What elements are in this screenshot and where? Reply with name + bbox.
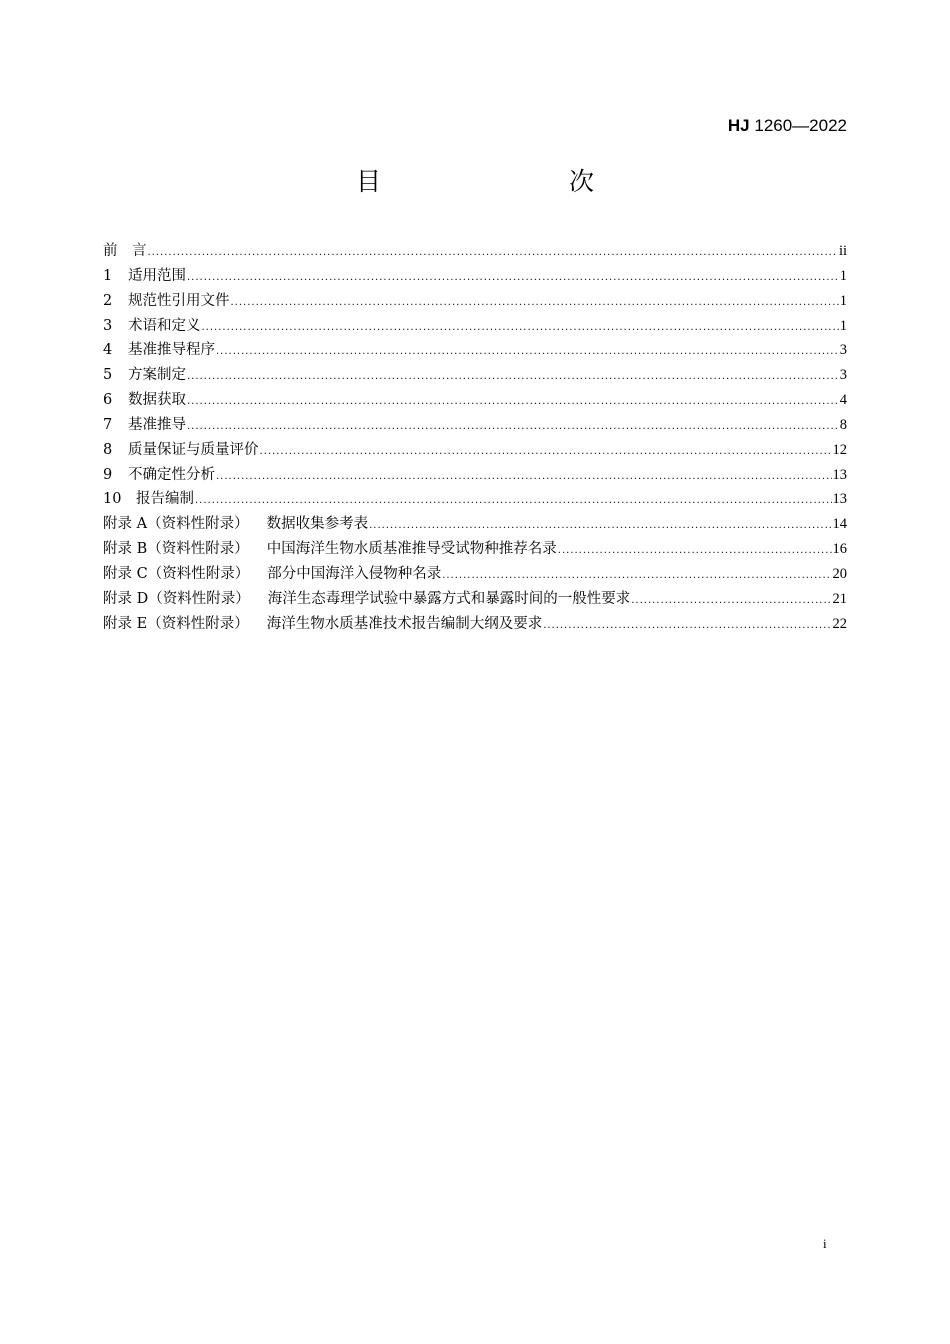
toc-leader bbox=[187, 390, 839, 415]
toc-entry-page: 4 bbox=[839, 392, 847, 409]
toc-entry-8[interactable] bbox=[103, 438, 847, 463]
toc-leader bbox=[260, 440, 832, 465]
toc-entry-5[interactable] bbox=[103, 363, 847, 388]
toc-leader bbox=[543, 614, 831, 639]
toc-entry-number: 1 bbox=[103, 267, 113, 284]
toc-entry-number: 5 bbox=[103, 367, 113, 384]
standard-code bbox=[728, 116, 847, 136]
toc-entry-label: 质量保证与质量评价 bbox=[128, 441, 259, 458]
toc-entry-2[interactable] bbox=[103, 289, 847, 314]
toc-entry-4[interactable] bbox=[103, 338, 847, 363]
toc-entry-label: 基准推导程序 bbox=[128, 342, 215, 359]
toc-leader bbox=[195, 489, 832, 514]
toc-entry-page: 3 bbox=[839, 367, 847, 384]
toc-entry-label: 术语和定义 bbox=[128, 317, 201, 334]
toc-leader bbox=[187, 266, 839, 291]
toc-leader bbox=[216, 465, 832, 490]
toc-leader bbox=[369, 514, 831, 539]
page-title: 目 次 bbox=[355, 167, 640, 196]
toc-entry-appendix-e[interactable] bbox=[103, 612, 847, 637]
toc-leader bbox=[202, 316, 839, 341]
toc-entry-appendix-a[interactable] bbox=[103, 512, 847, 537]
toc-entry-number: 8 bbox=[103, 441, 113, 458]
toc-entry-number: 附录 A（资料性附录） bbox=[103, 516, 249, 533]
toc-entry-foreword[interactable] bbox=[103, 239, 847, 264]
toc-entry-number: 附录 E（资料性附录） bbox=[103, 615, 249, 632]
toc-entry-appendix-d[interactable] bbox=[103, 587, 847, 612]
toc-entry-3[interactable] bbox=[103, 314, 847, 339]
toc-entry-page: 14 bbox=[832, 516, 847, 533]
toc-entry-number: 9 bbox=[103, 466, 113, 483]
toc-entry-appendix-b[interactable] bbox=[103, 537, 847, 562]
toc-entry-label: 不确定性分析 bbox=[128, 466, 215, 483]
toc-leader bbox=[558, 539, 832, 564]
toc-entry-page: 12 bbox=[832, 441, 847, 458]
toc-entry-page: 13 bbox=[832, 466, 847, 483]
toc-leader bbox=[148, 241, 838, 266]
toc-leader bbox=[231, 291, 839, 316]
toc-entry-page: 22 bbox=[832, 615, 847, 632]
toc-entry-number: 6 bbox=[103, 392, 113, 409]
standard-code-number: 1260—2022 bbox=[754, 116, 847, 135]
toc-entry-label: 基准推导 bbox=[128, 416, 186, 433]
toc-entry-label: 数据收集参考表 bbox=[266, 516, 369, 533]
toc-leader bbox=[631, 589, 831, 614]
toc-leader bbox=[187, 365, 839, 390]
toc-entry-label: 规范性引用文件 bbox=[128, 292, 230, 309]
toc-entry-label: 适用范围 bbox=[128, 267, 186, 284]
toc-leader bbox=[442, 564, 831, 589]
toc-leader bbox=[216, 340, 839, 365]
toc-entry-page: 3 bbox=[839, 342, 847, 359]
toc-entry-label: 海洋生物水质基准技术报告编制大纲及要求 bbox=[266, 615, 543, 632]
toc-leader bbox=[187, 415, 839, 440]
table-of-contents bbox=[103, 239, 847, 637]
toc-entry-number: 3 bbox=[103, 317, 113, 334]
toc-entry-label: 数据获取 bbox=[128, 392, 186, 409]
toc-entry-number: 附录 D（资料性附录） bbox=[103, 590, 250, 607]
toc-entry-number: 4 bbox=[103, 342, 113, 359]
toc-entry-9[interactable] bbox=[103, 463, 847, 488]
toc-entry-label: 报告编制 bbox=[136, 491, 194, 508]
toc-entry-page: 8 bbox=[839, 416, 847, 433]
toc-entry-label: 中国海洋生物水质基准推导受试物种推荐名录 bbox=[266, 541, 557, 558]
toc-entry-10[interactable] bbox=[103, 487, 847, 512]
toc-entry-1[interactable] bbox=[103, 264, 847, 289]
toc-entry-label: 海洋生态毒理学试验中暴露方式和暴露时间的一般性要求 bbox=[267, 590, 631, 607]
toc-entry-number: 2 bbox=[103, 292, 113, 309]
toc-entry-6[interactable] bbox=[103, 388, 847, 413]
toc-entry-page: 1 bbox=[839, 317, 847, 334]
standard-code-prefix: HJ bbox=[727, 116, 750, 135]
toc-entry-page: 1 bbox=[839, 267, 847, 284]
toc-entry-page: 1 bbox=[839, 292, 847, 309]
toc-entry-appendix-c[interactable] bbox=[103, 562, 847, 587]
toc-entry-number: 附录 B（资料性附录） bbox=[103, 541, 249, 558]
toc-entry-7[interactable] bbox=[103, 413, 847, 438]
toc-entry-page: 16 bbox=[832, 541, 847, 558]
toc-entry-page: 20 bbox=[832, 565, 847, 582]
toc-entry-number: 附录 C（资料性附录） bbox=[103, 565, 250, 582]
toc-entry-label: 方案制定 bbox=[128, 367, 186, 384]
toc-entry-label: 部分中国海洋入侵物种名录 bbox=[267, 565, 442, 582]
toc-entry-number: 10 bbox=[103, 491, 122, 508]
page-number: i bbox=[823, 1236, 827, 1251]
toc-entry-page: ii bbox=[838, 243, 847, 259]
toc-entry-page: 13 bbox=[832, 491, 847, 508]
toc-entry-number: 7 bbox=[103, 416, 113, 433]
toc-entry-label: 前 言 bbox=[103, 243, 147, 259]
toc-entry-page: 21 bbox=[832, 590, 847, 607]
